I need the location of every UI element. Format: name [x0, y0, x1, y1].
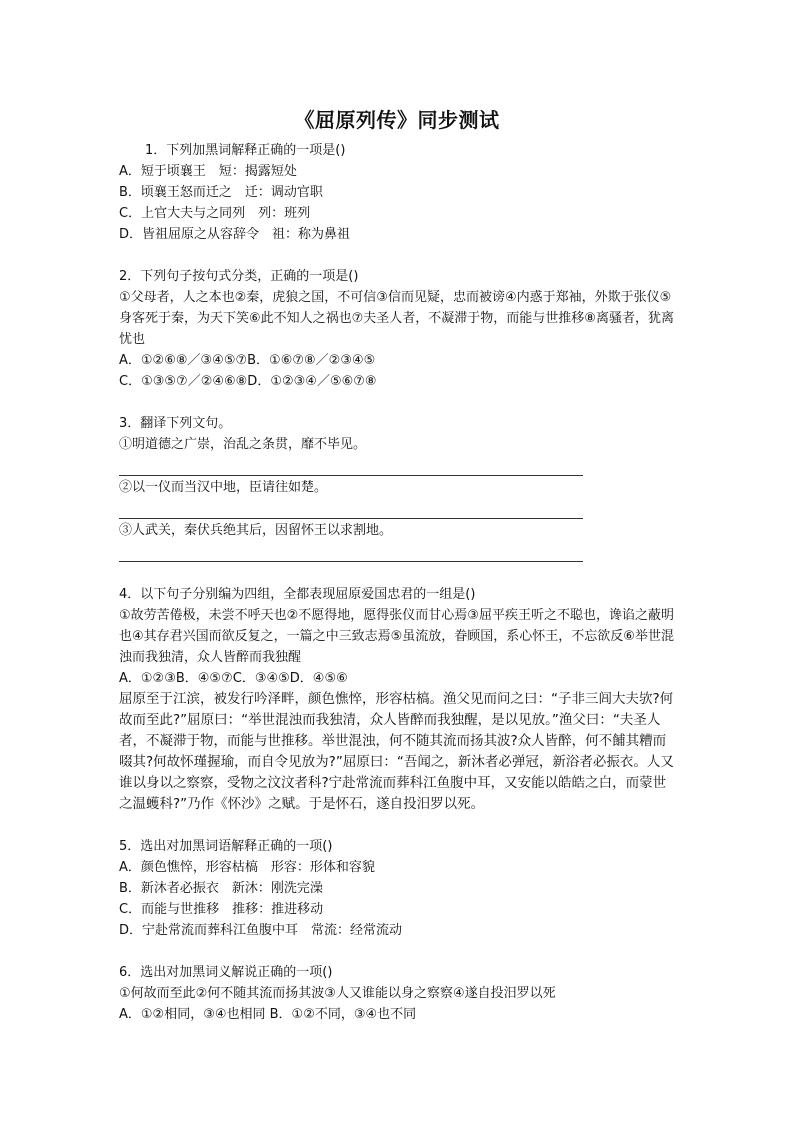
document-body [119, 140, 679, 1025]
question-2 [119, 266, 679, 392]
question-4-options: A．①②③B．④⑤⑦C．③④⑤D．④⑤⑥ [119, 671, 348, 686]
question-3 [119, 413, 679, 562]
answer-line[interactable] [119, 498, 583, 519]
question-3-item-2: ②以一仪而当汉中地，臣请往如楚。 [119, 480, 328, 495]
question-3-stem: 3．翻译下列文句。 [119, 416, 232, 431]
question-2-stem: 2．下列句子按句式分类，正确的一项是() [119, 269, 359, 284]
question-5-option-b: B．新沐者必振衣 新沐：刚洗完澡 [119, 881, 323, 896]
question-1-stem: 1．下列加黑词解释正确的一项是() [145, 143, 346, 158]
spacer [119, 245, 679, 266]
question-1 [119, 140, 679, 245]
spacer [119, 941, 679, 962]
question-4-body: ①故劳苦倦极，未尝不呼天也②不愿得地，愿得张仪而甘心焉③屈平疾王听之不聪也，谗谄之蔽明也④其存君兴国而欲反复之，一篇之中三致志焉⑤虽流放，眷顾国，系心怀王，不忘欲反⑥举世混浊而我独清，众人皆醉而我独醒 [119, 608, 674, 665]
question-5-option-d: D．宁赴常流而葬科江鱼腹中耳 常流：经常流动 [119, 923, 403, 938]
spacer [119, 815, 679, 836]
question-3-item-3: ③人武关，秦伏兵绝其后，因留怀王以求割地。 [119, 523, 393, 538]
spacer [119, 392, 679, 413]
question-6-options: A．①②相同，③④也相同 B．①②不同，③④也不同 [119, 1007, 417, 1022]
question-1-option-b: B．顷襄王怒而迁之 迁：调动官职 [119, 185, 323, 200]
answer-line[interactable] [119, 455, 583, 476]
question-2-body: ①父母者，人之本也②秦，虎狼之国，不可信③信而见疑，忠而被谤④内惑于郑袖，外欺于张仪⑤身客死于秦，为天下笑⑥此不知人之祸也⑦夫圣人者，不凝滞于物，而能与世推移⑧离骚者，犹离忧也 [119, 290, 674, 347]
question-6-body: ①何故而至此②何不随其流而扬其波③人又谁能以身之察察④遂自投汨罗以死 [119, 986, 556, 1001]
question-4 [119, 584, 679, 689]
question-2-options-ab: A．①②⑥⑧／③④⑤⑦B．①⑥⑦⑧／②③④⑤ [119, 353, 376, 368]
question-1-option-a: A．短于顷襄王 短：揭露短处 [119, 164, 297, 179]
question-2-options-cd: C．①③⑤⑦／②④⑥⑧D．①②③④／⑤⑥⑦⑧ [119, 374, 377, 389]
reading-passage: 屈原至于江滨，被发行吟泽畔，颜色憔悴，形容枯槁。渔父见而问之曰：“子非三闾大夫欤?何故而至此?”屈原曰：“举世混浊而我独清，众人皆醉而我独醒，是以见放。”渔父曰：“夫圣人者，不凝滞于物，而能与世推移。举世混浊，何不随其流而扬其波?众人皆醉，何不餔其糟而啜其?何故怀瑾握瑜，而自令见放为?”屈原曰：“吾闻之，新沐者必弹冠，新浴者必振衣。人又谁以身以之察察，受物之汶汶者科?宁赴常流而葬科江鱼腹中耳，又安能以皓皓之白，而蒙世之温蠖科?”乃作《怀沙》之赋。于是怀石，遂自投汨罗以死。 [119, 691, 674, 812]
page-title: 《屈原列传》同步测试 [294, 108, 500, 132]
question-5-option-c: C．而能与世推移 推移：推进移动 [119, 902, 324, 917]
question-6 [119, 962, 679, 1025]
question-3-item-1: ①明道德之广崇，治乱之条贯，靡不毕见。 [119, 437, 367, 452]
question-1-option-d: D．皆祖屈原之从容辞令 祖：称为鼻祖 [119, 227, 351, 242]
question-6-stem: 6．选出对加黑词义解说正确的一项() [119, 965, 333, 980]
question-5-option-a: A．颜色憔悴，形容枯槁 形容：形体和容貌 [119, 860, 375, 875]
spacer [119, 563, 679, 584]
question-5 [119, 836, 679, 941]
question-5-stem: 5．选出对加黑词语解释正确的一项() [119, 839, 333, 854]
question-4-stem: 4．以下句子分别编为四组，全都表现屈原爱国忠君的一组是() [119, 587, 476, 602]
answer-line[interactable] [119, 541, 583, 562]
question-1-option-c: C．上官大夫与之同列 列：班列 [119, 206, 311, 221]
